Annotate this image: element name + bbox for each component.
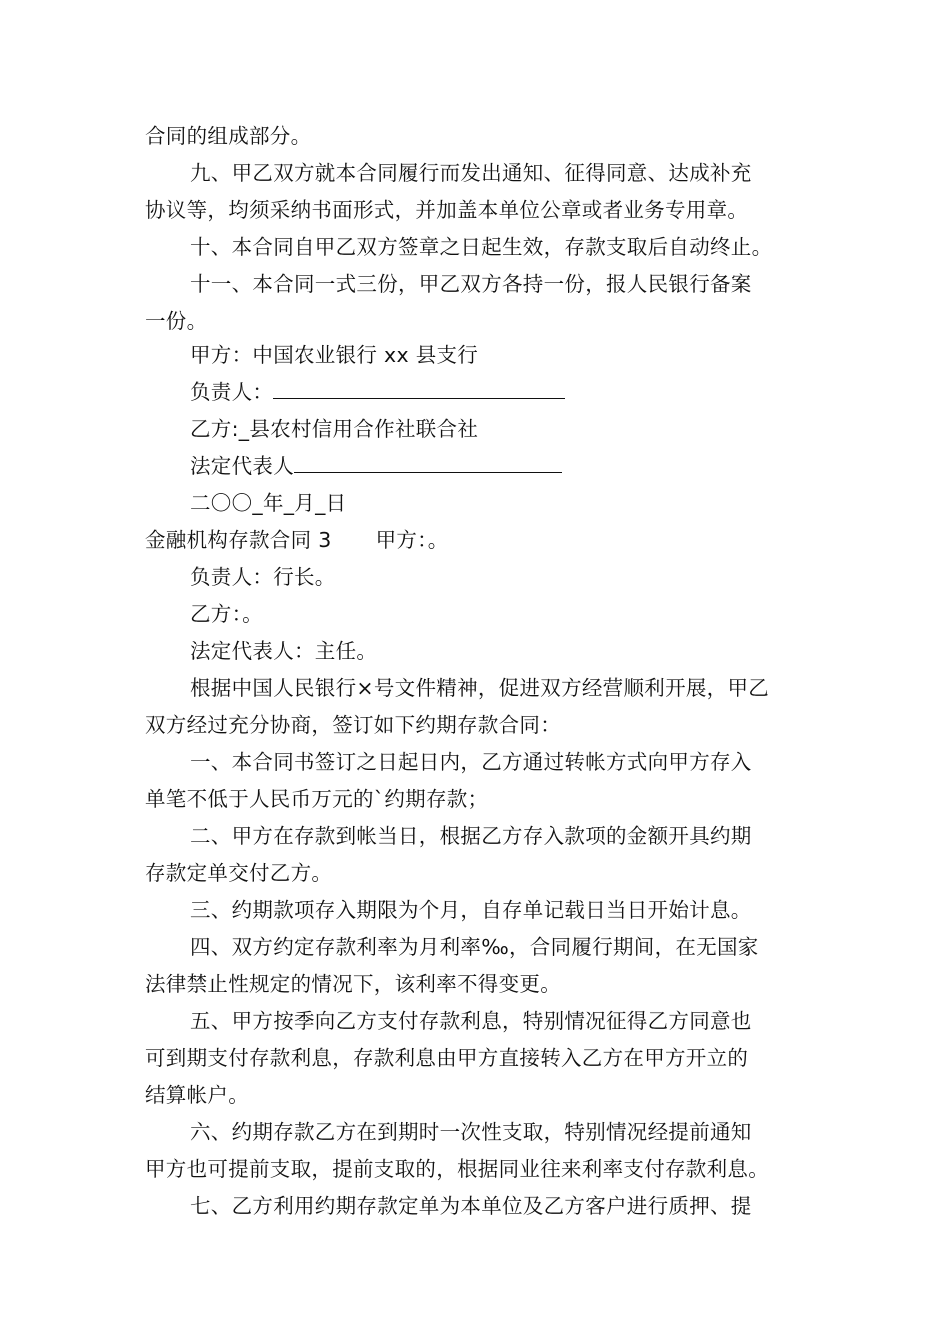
preamble-line-2: 双方经过充分协商，签订如下约期存款合同： bbox=[145, 713, 561, 737]
clause-11-line-1: 十一、本合同一式三份，甲乙双方各持一份，报人民银行备案 bbox=[190, 272, 752, 296]
clause-1-line-1: 一、本合同书签订之日起日内，乙方通过转帐方式向甲方存入 bbox=[190, 750, 752, 774]
clause-7-line-1: 七、乙方利用约期存款定单为本单位及乙方客户进行质押、提 bbox=[190, 1194, 752, 1218]
party-b-signature: 乙方:_县农村信用合作社联合社 bbox=[190, 417, 479, 441]
preamble-line-1: 根据中国人民银行×号文件精神，促进双方经营顺利开展，甲乙 bbox=[190, 676, 770, 700]
clause-3: 三、约期款项存入期限为个月，自存单记载日当日开始计息。 bbox=[190, 898, 752, 922]
clause-5-line-1: 五、甲方按季向乙方支付存款利息，特别情况征得乙方同意也 bbox=[190, 1009, 752, 1033]
responsible-person: 负责人：行长。 bbox=[190, 565, 336, 589]
clause-5-line-2: 可到期支付存款利息，存款利息由甲方直接转入乙方在甲方开立的 bbox=[145, 1046, 749, 1070]
clause-9-line-1: 九、甲乙双方就本合同履行而发出通知、征得同意、达成补充 bbox=[190, 161, 752, 185]
clause-2-line-2: 存款定单交付乙方。 bbox=[145, 861, 333, 885]
paragraph-line: 合同的组成部分。 bbox=[145, 124, 312, 148]
clause-4-line-2: 法律禁止性规定的情况下，该利率不得变更。 bbox=[145, 972, 561, 996]
party-a-signature: 甲方：中国农业银行 xx 县支行 bbox=[190, 343, 479, 367]
party-a-label: 甲方：。 bbox=[375, 528, 449, 552]
clause-4-line-1: 四、双方约定存款利率为月利率‰，合同履行期间，在无国家 bbox=[190, 935, 759, 959]
responsible-person-label: 负责人： bbox=[190, 380, 274, 404]
contract-3-heading-line bbox=[145, 526, 825, 554]
party-b: 乙方：。 bbox=[190, 602, 263, 626]
clause-1-line-2: 单笔不低于人民币万元的`约期存款； bbox=[145, 787, 489, 811]
responsible-person-signature-line bbox=[190, 378, 830, 406]
clause-10: 十、本合同自甲乙双方签章之日起生效，存款支取后自动终止。 bbox=[190, 235, 773, 259]
clause-6-line-1: 六、约期存款乙方在到期时一次性支取，特别情况经提前通知 bbox=[190, 1120, 752, 1144]
clause-6-line-2: 甲方也可提前支取，提前支取的，根据同业往来利率支付存款利息。 bbox=[145, 1157, 769, 1181]
date-line: 二〇〇_年_月_日 bbox=[190, 491, 347, 515]
legal-representative-signature-line bbox=[190, 452, 830, 480]
legal-representative: 法定代表人：主任。 bbox=[190, 639, 378, 663]
clause-5-line-3: 结算帐户。 bbox=[145, 1083, 249, 1107]
legal-representative-label: 法定代表人 bbox=[190, 454, 294, 478]
signature-blank bbox=[273, 378, 565, 399]
clause-11-line-2: 一份。 bbox=[145, 309, 208, 333]
clause-2-line-1: 二、甲方在存款到帐当日，根据乙方存入款项的金额开具约期 bbox=[190, 824, 752, 848]
contract-3-title: 金融机构存款合同 3 bbox=[145, 528, 332, 552]
signature-blank bbox=[294, 452, 562, 473]
clause-9-line-2: 协议等，均须采纳书面形式，并加盖本单位公章或者业务专用章。 bbox=[145, 198, 749, 222]
